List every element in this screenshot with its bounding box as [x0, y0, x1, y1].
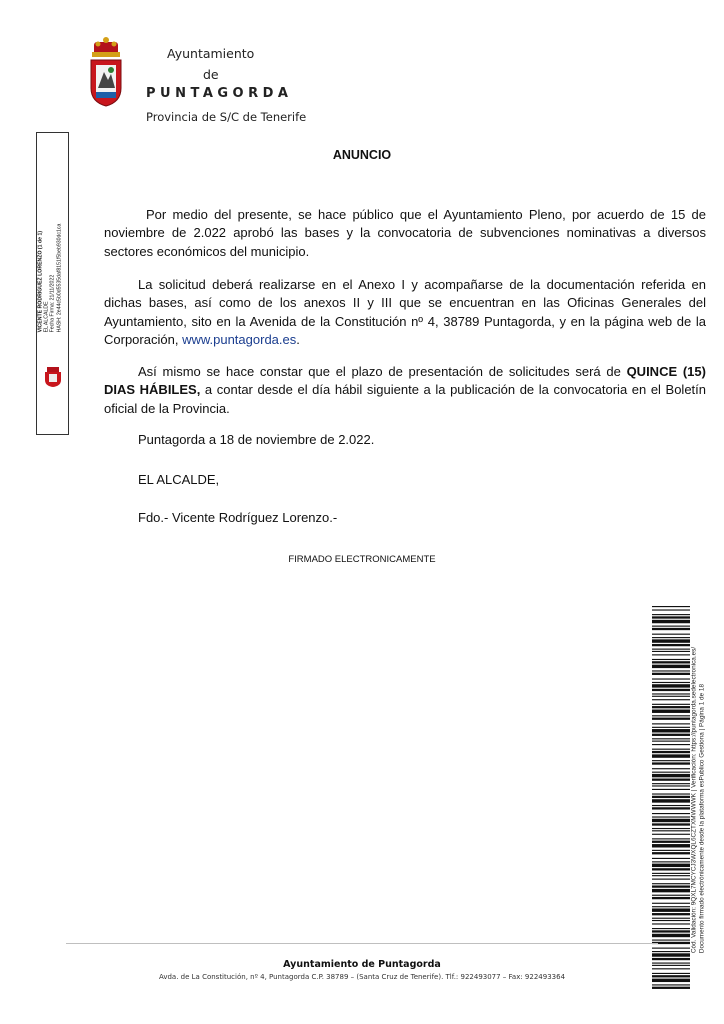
paragraph-2: [104, 276, 706, 350]
document-title: ANUNCIO: [332, 148, 392, 162]
paragraph-3-end: a contar desde el día hábil siguiente a la publicación de la convocatoria en el Boletín oficial de la Provincia.: [104, 382, 706, 416]
header-municipality-name: PUNTAGORDA: [146, 86, 293, 101]
verification-code-line: Cód. Validación: 9QXL7MCYCJ3WXQL6CZTXMWWWK | Verificación: https://puntagorda.sedelectronica.es/: [690, 646, 698, 954]
header-de: de: [203, 67, 219, 82]
paragraph-1-text: Por medio del presente, se hace público que el Ayuntamiento Pleno, por acuerdo de 15 de noviembre de 2.022 aprobó las bases y la convocatoria de subvenciones nominativas a diversos sectores económicos del municipio.: [104, 207, 706, 259]
municipal-crest-logo: [86, 36, 126, 108]
header-province: Provincia de S/C de Tenerife: [146, 110, 307, 124]
signer-role: EL ALCALDE,: [138, 472, 220, 487]
paragraph-3: [104, 363, 706, 418]
stamp-date: Fecha Firma: 21/11/2022: [50, 274, 56, 333]
verification-platform-line: Documento firmado electrónicamente desde la plataforma esPublico Gestiona | Página 1 de 18: [698, 683, 705, 954]
paragraph-2-text: La solicitud deberá realizarse en el Anexo I y acompañarse de la documentación referida en dichas bases, así como de los anexos II y III que se encuentran en las Oficinas Generales del Ayuntamiento, sito en la Avenida de la Constitución nº 4, 38789 Puntagorda, y en la página web de la Corporación,: [104, 277, 706, 348]
stamp-crest-icon: [42, 367, 64, 387]
electronic-signature-note: FIRMADO ELECTRONICAMENTE: [288, 554, 436, 565]
footer-title: Ayuntamiento de Puntagorda: [283, 959, 441, 970]
paragraph-2-end: .: [296, 332, 300, 348]
paragraph-3-text: Así mismo se hace constar que el plazo de presentación de solicitudes será de: [138, 364, 621, 379]
validation-barcode: [652, 606, 690, 992]
deadline-emphasis: QUINCE (15) DIAS HÁBILES,: [104, 364, 706, 398]
footer-address: Avda. de La Constitución, nº 4, Puntagorda C.P. 38789 – (Santa Cruz de Tenerife). Tlf.: 922493077 – Fax: 922493364: [158, 973, 566, 981]
footer-divider: [66, 943, 658, 944]
stamp-hash: HASH: 2e44c5b0d5535daf8151f5beb930dc1ca: [56, 223, 63, 333]
website-link[interactable]: www.puntagorda.es: [182, 332, 297, 348]
date-line: Puntagorda a 18 de noviembre de 2.022.: [138, 432, 375, 447]
signature-line: Fdo.- Vicente Rodríguez Lorenzo.-: [138, 510, 338, 525]
header-ayuntamiento: Ayuntamiento: [167, 46, 255, 61]
stamp-role: EL ALCALDE: [43, 301, 50, 333]
stamp-signer: VICENTE RODRIGUEZ LORENZO (1 de 1): [37, 230, 44, 333]
paragraph-1: [104, 206, 706, 261]
